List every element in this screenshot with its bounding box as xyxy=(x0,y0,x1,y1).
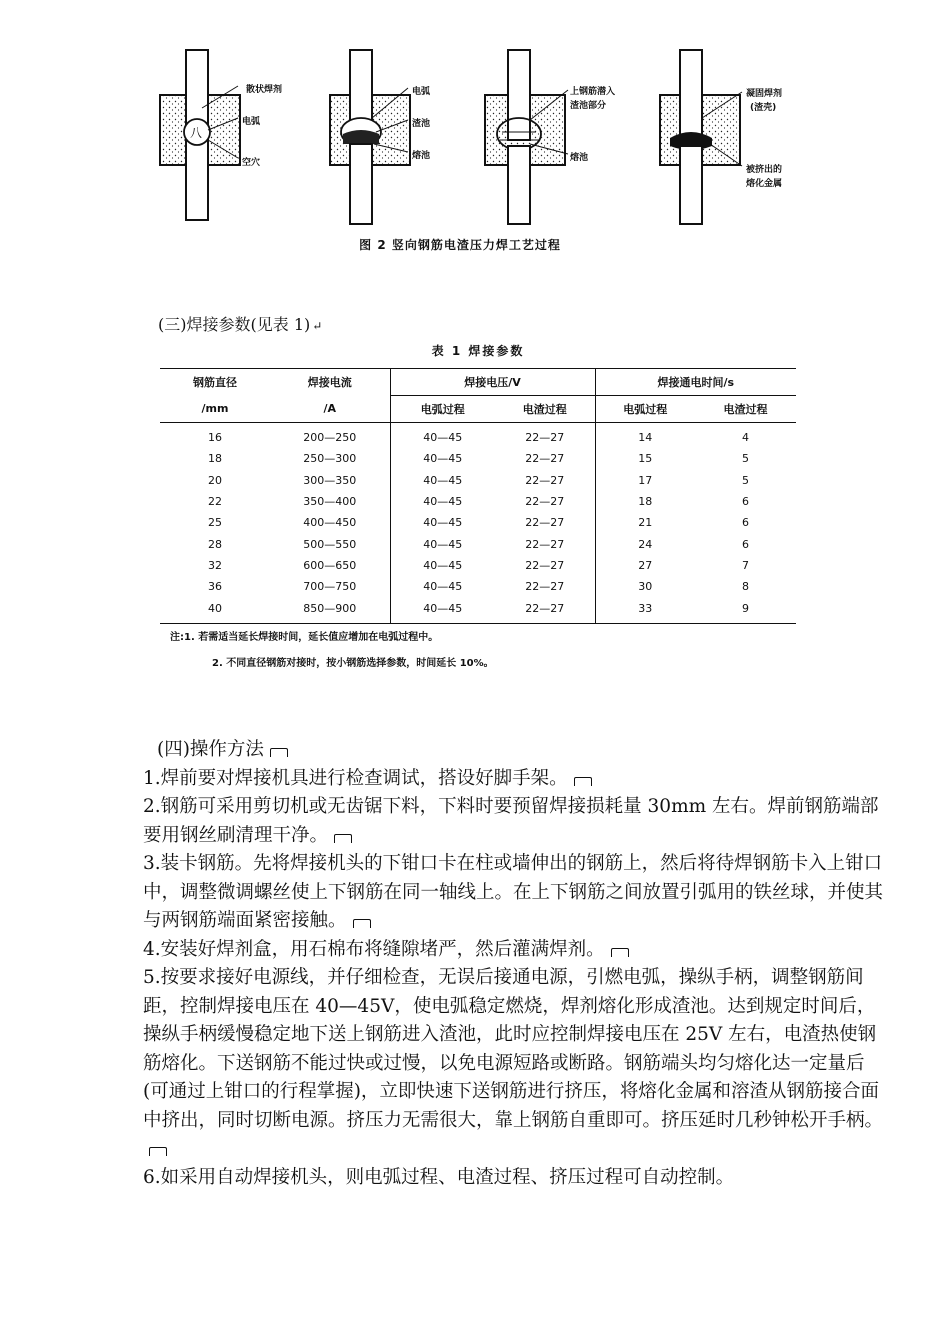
header-diameter: 钢筋直径 xyxy=(160,369,270,396)
table-row xyxy=(160,512,796,533)
cell-slag-voltage: 22—27 xyxy=(525,473,565,487)
cell-current: 350—400 xyxy=(303,495,357,509)
cell-arc-time: 17 xyxy=(595,470,695,491)
table-row xyxy=(160,448,796,469)
stage-1-diagram xyxy=(160,50,240,220)
section-4-content xyxy=(143,736,883,1192)
figure-label: 凝固焊剂 xyxy=(746,89,783,99)
cell-arc-time: 33 xyxy=(595,597,695,623)
cell-current: 300—350 xyxy=(303,473,357,487)
cell-diameter: 20 xyxy=(208,473,222,487)
figure-label: 电弧 xyxy=(412,87,431,97)
svg-text:八: 八 xyxy=(190,126,203,140)
cell-arc-voltage: 40—45 xyxy=(390,512,495,533)
process-figure xyxy=(150,40,810,260)
list-item xyxy=(143,1164,883,1193)
cell-diameter: 25 xyxy=(208,516,222,530)
cell-current: 600—650 xyxy=(303,558,357,572)
cell-current: 400—450 xyxy=(303,516,357,530)
stage-4-diagram xyxy=(660,50,742,224)
cell-slag-time: 9 xyxy=(695,597,796,623)
table-row xyxy=(160,555,796,576)
header-current-unit: /A xyxy=(270,396,390,423)
cell-slag-voltage: 22—27 xyxy=(525,431,565,445)
cell-diameter: 28 xyxy=(208,537,222,551)
section-3-heading xyxy=(158,312,322,335)
section-4-heading xyxy=(143,736,883,765)
table-title: 表 1 焊接参数 xyxy=(431,344,525,358)
cell-arc-voltage: 40—45 xyxy=(390,597,495,623)
list-item xyxy=(143,936,883,965)
cell-current: 200—250 xyxy=(303,431,357,445)
figure-label: 熔化金属 xyxy=(746,179,783,189)
return-mark-icon xyxy=(353,919,371,928)
list-item-text: 3.装卡钢筋。先将焊接机头的下钳口卡在柱或墙伸出的钢筋上，然后将待焊钢筋卡入上钳口中，调整微调螺丝使上下钢筋在同一轴线上。在上下钢筋之间放置引弧用的铁丝球，并使其与两钢筋端面紧密接触。 xyxy=(143,853,884,931)
header-diameter-unit: /mm xyxy=(160,396,270,423)
cell-slag-voltage: 22—27 xyxy=(525,495,565,509)
header-arc-time: 电弧过程 xyxy=(595,396,695,423)
list-item xyxy=(143,964,883,1164)
cell-slag-time: 7 xyxy=(742,558,749,572)
cell-diameter: 40 xyxy=(160,597,270,623)
list-item-text: 5.按要求接好电源线，并仔细检查，无误后接通电源，引燃电弧，操纵手柄，调整钢筋间距，控制焊接电压在 40—45V，使电弧稳定燃烧，焊剂熔化形成渣池。达到规定时间后，操纵手柄缓慢稳定地下送上钢筋进入渣池，此时应控制焊接电压在 25V 左右，电渣热使钢筋熔化。下送钢筋不能过快或过慢，以免电源短路或断路。钢筋端头均匀熔化达一定量后(可通过上钳口的行程掌握)，立即快速下送钢筋进行挤压，将熔化金属和溶渣从钢筋接合面中挤出，同时切断电源。挤压力无需很大，靠上钢筋自重即可。挤压延时几秒钟松开手柄。 xyxy=(143,967,884,1131)
list-item-text: 4.安装好焊剂盒，用石棉布将缝隙堵严，然后灌满焊剂。 xyxy=(143,938,605,960)
figure-label: 被挤出的 xyxy=(746,165,783,175)
cell-slag-voltage: 22—27 xyxy=(525,537,565,551)
list-item xyxy=(143,850,883,936)
figure-label: 上钢筋潜入 xyxy=(570,87,616,97)
cell-diameter: 22 xyxy=(208,495,222,509)
cell-slag-voltage: 22—27 xyxy=(525,558,565,572)
header-current: 焊接电流 xyxy=(270,369,390,396)
cell-diameter: 16 xyxy=(208,431,222,445)
table-note-2: 2. 不同直径钢筋对接时，按小钢筋选择参数，时间延长 10%。 xyxy=(212,658,494,669)
paragraph-mark: ↵ xyxy=(312,319,323,333)
cell-arc-time: 18 xyxy=(595,491,695,512)
cell-arc-voltage: 40—45 xyxy=(390,491,495,512)
list-item-text: 6.如采用自动焊接机头，则电弧过程、电渣过程、挤压过程可自动控制。 xyxy=(143,1166,735,1188)
welding-process-diagram xyxy=(150,40,810,240)
cell-slag-time: 6 xyxy=(742,537,749,551)
cell-slag-voltage: 22—27 xyxy=(525,516,565,530)
cell-arc-voltage: 40—45 xyxy=(390,448,495,469)
cell-diameter: 18 xyxy=(208,452,222,466)
cell-arc-time: 24 xyxy=(595,533,695,554)
cell-slag-time: 6 xyxy=(742,495,749,509)
cell-arc-voltage: 40—45 xyxy=(390,423,495,449)
return-mark-icon xyxy=(574,777,592,786)
cell-arc-time: 15 xyxy=(595,448,695,469)
section-3-heading-text: (三)焊接参数(见表 1) xyxy=(158,315,311,334)
cell-current: 850—900 xyxy=(270,597,390,623)
cell-slag-voltage: 22—27 xyxy=(495,597,595,623)
figure-label: 熔池 xyxy=(570,153,589,163)
header-voltage: 焊接电压/V xyxy=(390,369,595,396)
figure-label: 熔池 xyxy=(412,151,431,161)
stage-3-diagram xyxy=(485,50,568,224)
section-4-heading-text: (四)操作方法 xyxy=(157,739,264,760)
cell-arc-time: 14 xyxy=(595,423,695,449)
figure-label: 渣池 xyxy=(412,119,431,129)
figure-label: 渣池部分 xyxy=(570,101,607,111)
cell-arc-time: 27 xyxy=(595,555,695,576)
return-mark-icon xyxy=(149,1147,167,1156)
table-row xyxy=(160,533,796,554)
list-item xyxy=(143,765,883,794)
welding-params-table xyxy=(160,368,796,624)
cell-arc-voltage: 40—45 xyxy=(390,470,495,491)
figure-caption: 图 2 竖向钢筋电渣压力焊工艺过程 xyxy=(359,238,561,252)
return-mark-icon xyxy=(334,834,352,843)
cell-slag-time: 8 xyxy=(742,580,749,594)
cell-slag-time: 5 xyxy=(742,452,749,466)
table-row xyxy=(160,597,796,623)
cell-slag-voltage: 22—27 xyxy=(525,452,565,466)
figure-label: (渣壳) xyxy=(750,103,777,113)
list-item-text: 1.焊前要对焊接机具进行检查调试，搭设好脚手架。 xyxy=(143,767,568,789)
cell-slag-voltage: 22—27 xyxy=(525,580,565,594)
table-row xyxy=(160,423,796,449)
table-note-1: 注:1. 若需适当延长焊接时间，延长值应增加在电弧过程中。 xyxy=(170,632,439,643)
table-row xyxy=(160,576,796,597)
stage-2-diagram xyxy=(330,50,410,224)
cell-arc-time: 30 xyxy=(595,576,695,597)
cell-arc-voltage: 40—45 xyxy=(390,533,495,554)
cell-arc-voltage: 40—45 xyxy=(390,555,495,576)
figure-label: 散状焊剂 xyxy=(246,85,283,95)
table-row xyxy=(160,470,796,491)
cell-current: 500—550 xyxy=(303,537,357,551)
figure-label: 空穴 xyxy=(242,158,261,168)
cell-current: 700—750 xyxy=(303,580,357,594)
cell-diameter: 36 xyxy=(208,580,222,594)
cell-diameter: 32 xyxy=(208,558,222,572)
cell-slag-time: 4 xyxy=(742,431,749,445)
figure-label: 电弧 xyxy=(242,117,261,127)
header-time: 焊接通电时间/s xyxy=(595,369,796,396)
cell-arc-time: 21 xyxy=(595,512,695,533)
list-item-text: 2.钢筋可采用剪切机或无齿锯下料，下料时要预留焊接损耗量 30mm 左右。焊前钢筋端部要用钢丝刷清理干净。 xyxy=(143,796,879,846)
header-slag-voltage: 电渣过程 xyxy=(495,396,595,423)
cell-current: 250—300 xyxy=(303,452,357,466)
return-mark-icon xyxy=(611,948,629,957)
cell-slag-time: 6 xyxy=(742,516,749,530)
header-slag-time: 电渣过程 xyxy=(695,396,796,423)
header-arc-voltage: 电弧过程 xyxy=(390,396,495,423)
return-mark-icon xyxy=(270,748,288,757)
cell-slag-time: 5 xyxy=(742,473,749,487)
table-row xyxy=(160,491,796,512)
cell-arc-voltage: 40—45 xyxy=(390,576,495,597)
list-item xyxy=(143,793,883,850)
